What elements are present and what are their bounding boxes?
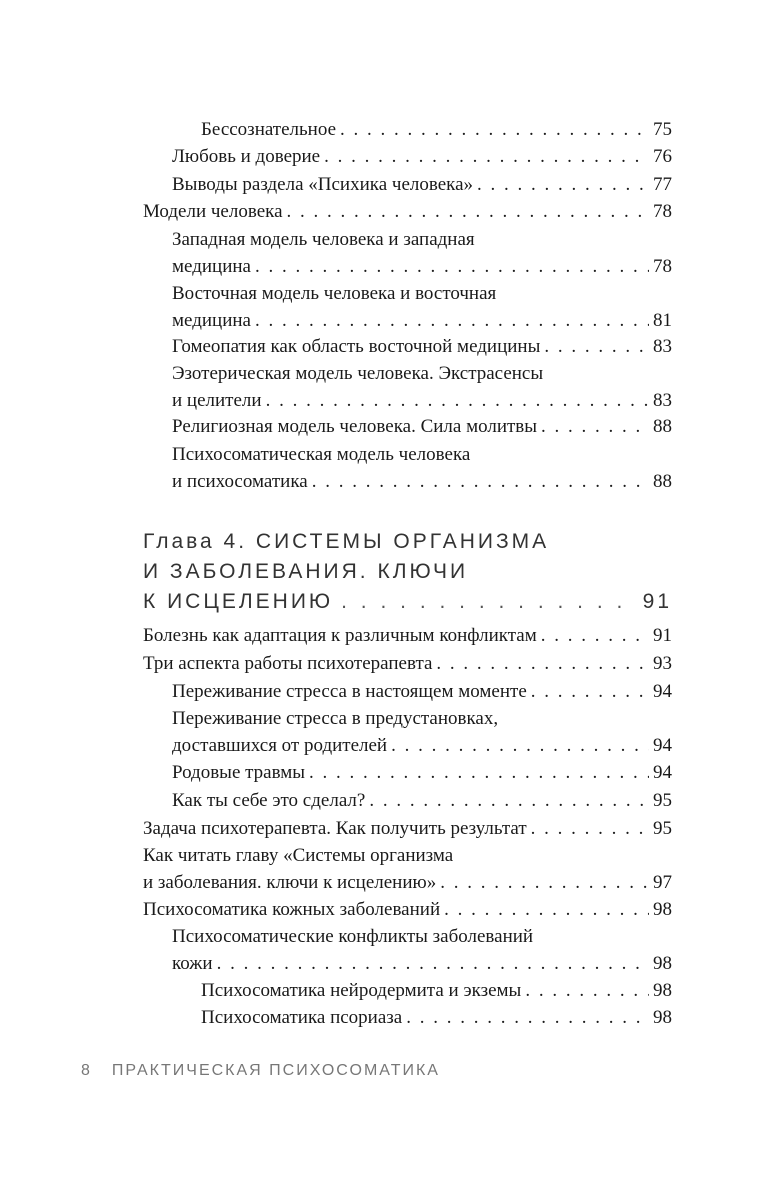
- entry-title-cont: доставшихся от родителей: [172, 735, 388, 756]
- chapter-title-line: К ИСЦЕЛЕНИЮ: [143, 590, 334, 613]
- leader-dots: [341, 587, 635, 617]
- page-number: 94: [653, 681, 672, 702]
- page-number: 75: [653, 119, 672, 140]
- page-number: 81: [653, 310, 672, 331]
- leader-dots: [525, 977, 649, 1004]
- toc-entry[interactable]: [143, 650, 672, 677]
- toc-entry[interactable]: [143, 198, 672, 225]
- leader-dots: [544, 333, 649, 360]
- page-number: 77: [653, 174, 672, 195]
- leader-dots: [440, 869, 649, 896]
- toc-entry[interactable]: [172, 759, 672, 786]
- toc-entry[interactable]: [172, 678, 672, 705]
- leader-dots: [406, 1004, 649, 1031]
- entry-title: Модели человека: [143, 201, 283, 222]
- toc-entry[interactable]: [172, 441, 672, 495]
- page-number: 95: [653, 790, 672, 811]
- entry-title: Психосоматическая модель человека: [172, 444, 471, 465]
- entry-title: Выводы раздела «Психика человека»: [172, 174, 474, 195]
- page-number: 78: [653, 256, 672, 277]
- leader-dots: [531, 815, 649, 842]
- page-number: 98: [653, 899, 672, 920]
- page-number: 98: [653, 1007, 672, 1028]
- entry-title: Западная модель человека и западная: [172, 229, 475, 250]
- leader-dots: [324, 143, 649, 170]
- page-number: 88: [653, 471, 672, 492]
- toc-entry[interactable]: [172, 705, 672, 759]
- toc-entry[interactable]: [143, 815, 672, 842]
- entry-title: Любовь и доверие: [172, 146, 321, 167]
- toc-entry[interactable]: [172, 280, 672, 334]
- entry-title: Психосоматика псориаза: [201, 1007, 403, 1028]
- entry-title: Переживание стресса в предустановках,: [172, 708, 499, 729]
- entry-title-cont: медицина: [172, 310, 251, 331]
- toc-entry[interactable]: [172, 171, 672, 198]
- toc-entry[interactable]: [143, 896, 672, 923]
- page-number: 94: [653, 735, 672, 756]
- entry-title: Болезнь как адаптация к различным конфликтам: [143, 625, 537, 646]
- footer-page-number: 8: [81, 1062, 92, 1079]
- entry-title-cont: кожи: [172, 953, 213, 974]
- entry-title-cont: и целители: [172, 390, 262, 411]
- leader-dots: [477, 171, 649, 198]
- toc-entry[interactable]: [201, 1004, 672, 1031]
- entry-title: Психосоматика кожных заболеваний: [143, 899, 441, 920]
- toc-entry[interactable]: [201, 116, 672, 143]
- toc-entry[interactable]: [172, 787, 672, 814]
- leader-dots: [436, 650, 649, 677]
- leader-dots: [312, 468, 649, 495]
- entry-title: Переживание стресса в настоящем моменте: [172, 681, 527, 702]
- leader-dots: [255, 253, 649, 280]
- entry-title: Религиозная модель человека. Сила молитвы: [172, 416, 538, 437]
- entry-title: Восточная модель человека и восточная: [172, 283, 497, 304]
- toc-entry[interactable]: [172, 143, 672, 170]
- leader-dots: [255, 307, 649, 334]
- entry-title-cont: и психосоматика: [172, 471, 308, 492]
- page-number: 76: [653, 146, 672, 167]
- leader-dots: [541, 413, 649, 440]
- page-number: 94: [653, 762, 672, 783]
- leader-dots: [531, 678, 649, 705]
- entry-title: Психосоматические конфликты заболеваний: [172, 926, 534, 947]
- entry-title: Три аспекта работы психотерапевта: [143, 653, 433, 674]
- page-number: 83: [653, 390, 672, 411]
- footer-book-title: ПРАКТИЧЕСКАЯ ПСИХОСОМАТИКА: [111, 1062, 440, 1079]
- entry-title: Как читать главу «Системы организма: [143, 845, 454, 866]
- entry-title: Психосоматика нейродермита и экземы: [201, 980, 522, 1001]
- toc-entry[interactable]: [172, 226, 672, 280]
- entry-title: Задача психотерапевта. Как получить результат: [143, 818, 527, 839]
- chapter-title-line: И ЗАБОЛЕВАНИЯ. КЛЮЧИ: [143, 560, 469, 583]
- leader-dots: [391, 732, 649, 759]
- page-number: 88: [653, 416, 672, 437]
- page-number: 91: [653, 625, 672, 646]
- chapter-title-line: Глава 4. СИСТЕМЫ ОРГАНИЗМА: [143, 530, 550, 553]
- entry-title: Как ты себе это сделал?: [172, 790, 366, 811]
- chapter-heading[interactable]: [143, 527, 672, 617]
- toc-entry[interactable]: [172, 333, 672, 360]
- page-number: 98: [653, 953, 672, 974]
- leader-dots: [217, 950, 649, 977]
- toc-entry[interactable]: [172, 360, 672, 414]
- leader-dots: [340, 116, 649, 143]
- toc-entry[interactable]: [201, 977, 672, 1004]
- leader-dots: [309, 759, 649, 786]
- entry-title: Родовые травмы: [172, 762, 306, 783]
- toc-entry[interactable]: [143, 842, 672, 896]
- entry-title: Эзотерическая модель человека. Экстрасенсы: [172, 363, 544, 384]
- toc-entry[interactable]: [172, 923, 672, 977]
- toc-entry[interactable]: [143, 622, 672, 649]
- leader-dots: [444, 896, 649, 923]
- entry-title-cont: медицина: [172, 256, 251, 277]
- page-number: 93: [653, 653, 672, 674]
- entry-title: Бессознательное: [201, 119, 337, 140]
- page-number: 91: [642, 590, 672, 613]
- leader-dots: [266, 387, 649, 414]
- page-number: 78: [653, 201, 672, 222]
- leader-dots: [541, 622, 649, 649]
- entry-title: Гомеопатия как область восточной медицины: [172, 336, 541, 357]
- toc-entry[interactable]: [172, 413, 672, 440]
- page-number: 83: [653, 336, 672, 357]
- leader-dots: [369, 787, 649, 814]
- entry-title-cont: и заболевания. ключи к исцелению»: [143, 872, 437, 893]
- page-number: 95: [653, 818, 672, 839]
- page-number: 97: [653, 872, 672, 893]
- page-number: 98: [653, 980, 672, 1001]
- page-footer: [81, 1062, 440, 1080]
- leader-dots: [287, 198, 649, 225]
